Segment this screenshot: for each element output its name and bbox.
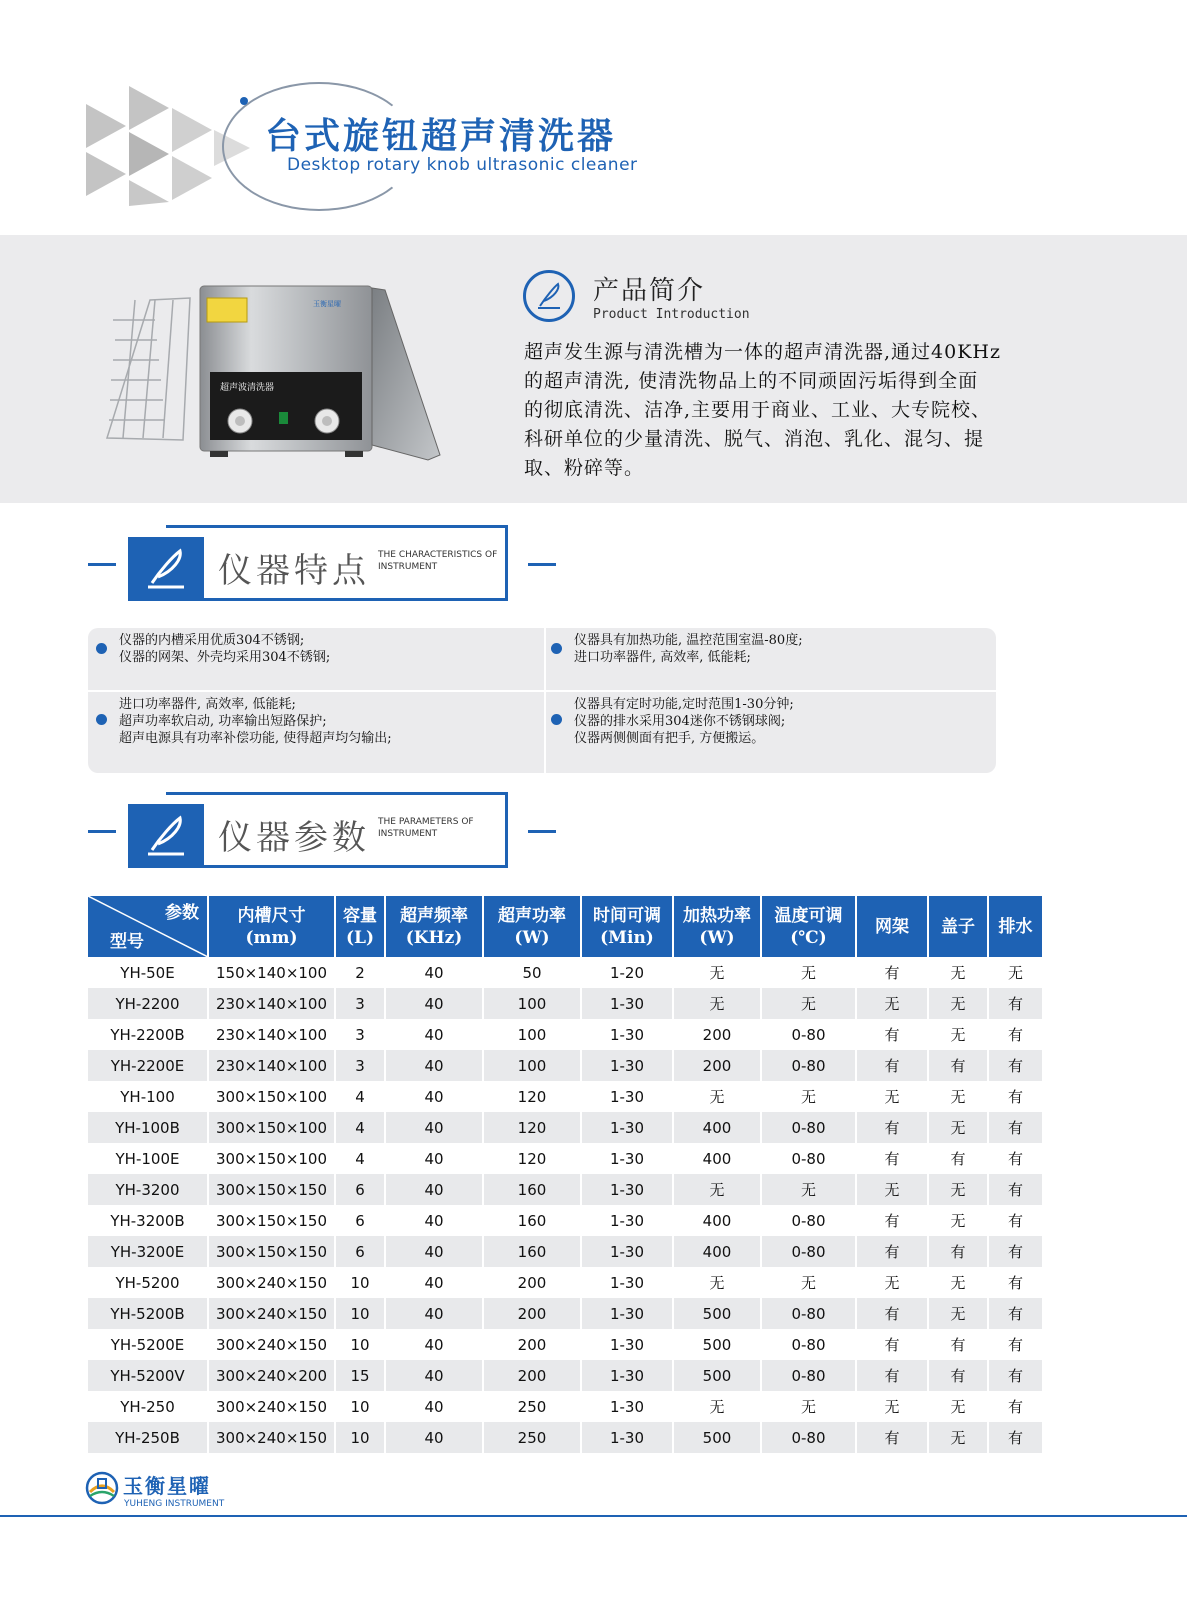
section-subtitle-line: THE CHARACTERISTICS OF bbox=[378, 550, 498, 560]
features-section-header bbox=[88, 525, 558, 605]
table-cell: 0-80 bbox=[761, 1329, 856, 1360]
table-cell: 3 bbox=[335, 1019, 385, 1050]
table-cell: 无 bbox=[928, 1298, 988, 1329]
feature-line: 仪器两侧侧面有把手, 方便搬运。 bbox=[574, 731, 765, 746]
column-header-label: 超声频率 bbox=[400, 905, 468, 926]
table-cell: 有 bbox=[988, 1019, 1042, 1050]
table-cell: 无 bbox=[928, 1112, 988, 1143]
table-row bbox=[88, 1081, 1042, 1112]
model-cell: YH-2200B bbox=[88, 1019, 208, 1050]
table-cell: 无 bbox=[673, 988, 761, 1019]
column-header bbox=[581, 896, 673, 957]
feature-line: 仪器具有加热功能, 温控范围室温-80度; bbox=[574, 633, 803, 648]
section-subtitle-line: INSTRUMENT bbox=[378, 829, 438, 839]
divider bbox=[88, 830, 116, 833]
model-cell: YH-2200E bbox=[88, 1050, 208, 1081]
table-cell: 40 bbox=[385, 1422, 483, 1453]
corner-header-top: 参数 bbox=[165, 903, 199, 923]
table-cell: 无 bbox=[928, 1019, 988, 1050]
table-cell: 40 bbox=[385, 1050, 483, 1081]
table-cell: 0-80 bbox=[761, 1360, 856, 1391]
divider bbox=[544, 628, 546, 773]
table-cell: 有 bbox=[856, 1143, 928, 1174]
table-row bbox=[88, 1422, 1042, 1453]
header-arc-dot bbox=[240, 97, 248, 105]
model-cell: YH-5200E bbox=[88, 1329, 208, 1360]
table-cell: 0-80 bbox=[761, 1422, 856, 1453]
table-cell: 40 bbox=[385, 1081, 483, 1112]
table-cell: 0-80 bbox=[761, 1236, 856, 1267]
table-cell: 4 bbox=[335, 1112, 385, 1143]
table-cell: 无 bbox=[673, 1081, 761, 1112]
table-cell: 40 bbox=[385, 1298, 483, 1329]
model-cell: YH-100 bbox=[88, 1081, 208, 1112]
table-cell: 有 bbox=[988, 1391, 1042, 1422]
column-header-label: 盖子 bbox=[941, 916, 975, 937]
feature-item bbox=[119, 696, 392, 747]
table-cell: 160 bbox=[483, 1174, 581, 1205]
table-cell: 120 bbox=[483, 1112, 581, 1143]
table-row bbox=[88, 1019, 1042, 1050]
table-cell: 有 bbox=[856, 1112, 928, 1143]
table-cell: 3 bbox=[335, 1050, 385, 1081]
table-cell: 10 bbox=[335, 1267, 385, 1298]
column-header-label: 内槽尺寸 bbox=[237, 905, 306, 926]
table-cell: 0-80 bbox=[761, 1019, 856, 1050]
feature-line: 进口功率器件, 高效率, 低能耗; bbox=[119, 697, 296, 712]
feature-line: 仪器的内槽采用优质304不锈钢; bbox=[119, 633, 305, 648]
table-cell: 无 bbox=[761, 1267, 856, 1298]
table-cell: 0-80 bbox=[761, 1112, 856, 1143]
table-cell: 40 bbox=[385, 957, 483, 988]
table-cell: 120 bbox=[483, 1143, 581, 1174]
column-header-unit: (mm) bbox=[245, 927, 298, 948]
column-header-label: 加热功率 bbox=[683, 905, 751, 926]
section-subtitle-line: INSTRUMENT bbox=[378, 562, 438, 572]
model-cell: YH-5200 bbox=[88, 1267, 208, 1298]
table-cell: 300×240×150 bbox=[208, 1267, 335, 1298]
feature-item bbox=[574, 632, 803, 666]
table-cell: 50 bbox=[483, 957, 581, 988]
table-row bbox=[88, 1205, 1042, 1236]
table-cell: 无 bbox=[988, 957, 1042, 988]
intro-description bbox=[524, 338, 1059, 483]
table-cell: 300×150×100 bbox=[208, 1112, 335, 1143]
model-cell: YH-3200B bbox=[88, 1205, 208, 1236]
table-cell: 1-30 bbox=[581, 1019, 673, 1050]
table-cell: 40 bbox=[385, 1236, 483, 1267]
table-cell: 300×240×150 bbox=[208, 1298, 335, 1329]
corner-header-bottom: 型号 bbox=[110, 932, 144, 952]
table-cell: 有 bbox=[988, 1081, 1042, 1112]
table-cell: 无 bbox=[856, 1081, 928, 1112]
table-cell: 1-30 bbox=[581, 1050, 673, 1081]
table-cell: 300×150×100 bbox=[208, 1143, 335, 1174]
table-row bbox=[88, 1174, 1042, 1205]
feature-line: 仪器的网架、外壳均采用304不锈钢; bbox=[119, 650, 331, 665]
table-row bbox=[88, 988, 1042, 1019]
table-cell: 有 bbox=[988, 1267, 1042, 1298]
footer-brand-en: YUHENG INSTRUMENT bbox=[124, 1499, 225, 1509]
table-cell: 无 bbox=[856, 1391, 928, 1422]
page-title: 台式旋钮超声清洗器 bbox=[265, 115, 617, 157]
intro-logo-icon bbox=[523, 270, 575, 322]
table-cell: 有 bbox=[856, 957, 928, 988]
table-cell: 6 bbox=[335, 1205, 385, 1236]
column-header bbox=[761, 896, 856, 957]
table-cell: 无 bbox=[856, 1174, 928, 1205]
feature-line: 仪器具有定时功能,定时范围1-30分钟; bbox=[574, 697, 794, 712]
model-cell: YH-50E bbox=[88, 957, 208, 988]
bullet-icon bbox=[96, 643, 107, 654]
table-cell: 无 bbox=[928, 1174, 988, 1205]
table-cell: 有 bbox=[988, 1143, 1042, 1174]
table-cell: 150×140×100 bbox=[208, 957, 335, 988]
table-cell: 2 bbox=[335, 957, 385, 988]
table-cell: 500 bbox=[673, 1422, 761, 1453]
table-cell: 有 bbox=[988, 1298, 1042, 1329]
column-header-unit: (W) bbox=[514, 927, 550, 948]
table-cell: 无 bbox=[673, 1391, 761, 1422]
table-cell: 有 bbox=[988, 1174, 1042, 1205]
divider bbox=[528, 830, 556, 833]
model-cell: YH-100B bbox=[88, 1112, 208, 1143]
feature-line: 仪器的排水采用304迷你不锈钢球阀; bbox=[574, 714, 786, 729]
table-cell: 160 bbox=[483, 1205, 581, 1236]
table-row bbox=[88, 1298, 1042, 1329]
feature-item bbox=[119, 632, 330, 666]
table-cell: 100 bbox=[483, 988, 581, 1019]
table-cell: 500 bbox=[673, 1360, 761, 1391]
table-cell: 40 bbox=[385, 1143, 483, 1174]
section-subtitle bbox=[378, 549, 508, 573]
table-cell: 250 bbox=[483, 1391, 581, 1422]
table-cell: 6 bbox=[335, 1236, 385, 1267]
table-cell: 有 bbox=[988, 1329, 1042, 1360]
section-icon-box bbox=[128, 804, 204, 868]
table-row bbox=[88, 1112, 1042, 1143]
table-cell: 40 bbox=[385, 1112, 483, 1143]
column-header-label: 温度可调 bbox=[774, 905, 843, 926]
table-row bbox=[88, 1143, 1042, 1174]
table-cell: 无 bbox=[928, 1391, 988, 1422]
intro-subtitle: Product Introduction bbox=[593, 307, 750, 322]
column-header-unit: (℃) bbox=[790, 927, 827, 948]
table-cell: 10 bbox=[335, 1298, 385, 1329]
device-brand: 玉衡星曜 bbox=[313, 300, 341, 308]
table-cell: 40 bbox=[385, 1329, 483, 1360]
section-subtitle-line: THE PARAMETERS OF bbox=[378, 817, 474, 827]
table-row bbox=[88, 1391, 1042, 1422]
table-cell: 15 bbox=[335, 1360, 385, 1391]
table-cell: 400 bbox=[673, 1112, 761, 1143]
footer-brand: 玉衡星曜 bbox=[123, 1474, 211, 1498]
table-cell: 500 bbox=[673, 1329, 761, 1360]
table-cell: 无 bbox=[761, 988, 856, 1019]
table-cell: 有 bbox=[856, 1298, 928, 1329]
table-cell: 有 bbox=[856, 1019, 928, 1050]
table-cell: 40 bbox=[385, 1205, 483, 1236]
table-cell: 0-80 bbox=[761, 1143, 856, 1174]
table-cell: 1-30 bbox=[581, 1112, 673, 1143]
table-cell: 0-80 bbox=[761, 1050, 856, 1081]
footer-line bbox=[0, 1515, 1187, 1517]
table-cell: 250 bbox=[483, 1422, 581, 1453]
column-header-label: 时间可调 bbox=[593, 905, 661, 926]
table-cell: 0-80 bbox=[761, 1298, 856, 1329]
model-cell: YH-3200E bbox=[88, 1236, 208, 1267]
table-cell: 有 bbox=[856, 1050, 928, 1081]
table-cell: 400 bbox=[673, 1143, 761, 1174]
table-cell: 40 bbox=[385, 1174, 483, 1205]
column-header-label: 容量 bbox=[343, 905, 377, 926]
table-cell: 无 bbox=[928, 1267, 988, 1298]
column-header bbox=[208, 896, 335, 957]
table-cell: 300×240×150 bbox=[208, 1329, 335, 1360]
table-row bbox=[88, 1360, 1042, 1391]
table-cell: 1-30 bbox=[581, 1391, 673, 1422]
intro-line: 科研单位的少量清洗、脱气、消泡、乳化、混匀、提 bbox=[524, 428, 985, 450]
table-cell: 无 bbox=[761, 1081, 856, 1112]
table-cell: 230×140×100 bbox=[208, 988, 335, 1019]
bullet-icon bbox=[96, 714, 107, 725]
table-cell: 100 bbox=[483, 1019, 581, 1050]
intro-line: 取、粉碎等。 bbox=[524, 457, 645, 479]
table-cell: 无 bbox=[928, 1422, 988, 1453]
table-cell: 400 bbox=[673, 1205, 761, 1236]
table-cell: 10 bbox=[335, 1422, 385, 1453]
column-header bbox=[483, 896, 581, 957]
column-header bbox=[335, 896, 385, 957]
table-cell: 200 bbox=[483, 1267, 581, 1298]
table-cell: 1-30 bbox=[581, 1329, 673, 1360]
table-cell: 3 bbox=[335, 988, 385, 1019]
table-cell: 500 bbox=[673, 1298, 761, 1329]
bullet-icon bbox=[551, 643, 562, 654]
table-cell: 有 bbox=[988, 1050, 1042, 1081]
intro-title: 产品简介 bbox=[593, 276, 706, 306]
corner-header-cell bbox=[88, 896, 208, 957]
table-cell: 1-30 bbox=[581, 1360, 673, 1391]
table-cell: 200 bbox=[673, 1050, 761, 1081]
table-cell: 1-30 bbox=[581, 1267, 673, 1298]
page-subtitle: Desktop rotary knob ultrasonic cleaner bbox=[287, 155, 638, 175]
model-cell: YH-100E bbox=[88, 1143, 208, 1174]
table-cell: 1-20 bbox=[581, 957, 673, 988]
table-row bbox=[88, 1329, 1042, 1360]
table-cell: 有 bbox=[856, 1422, 928, 1453]
intro-line: 的彻底清洗、洁净,主要用于商业、工业、大专院校、 bbox=[524, 399, 992, 421]
table-cell: 230×140×100 bbox=[208, 1050, 335, 1081]
table-cell: 无 bbox=[761, 957, 856, 988]
table-cell: 有 bbox=[928, 1236, 988, 1267]
section-title: 仪器特点 bbox=[218, 551, 370, 591]
section-icon-box bbox=[128, 537, 204, 601]
table-cell: 无 bbox=[673, 957, 761, 988]
table-cell: 300×150×150 bbox=[208, 1236, 335, 1267]
table-cell: 1-30 bbox=[581, 988, 673, 1019]
table-cell: 有 bbox=[988, 988, 1042, 1019]
table-cell: 无 bbox=[928, 988, 988, 1019]
column-header-label: 排水 bbox=[998, 916, 1033, 937]
table-cell: 40 bbox=[385, 1360, 483, 1391]
table-cell: 有 bbox=[856, 1236, 928, 1267]
table-cell: 有 bbox=[928, 1360, 988, 1391]
table-cell: 200 bbox=[483, 1360, 581, 1391]
quill-icon bbox=[140, 543, 192, 595]
table-cell: 有 bbox=[988, 1236, 1042, 1267]
section-title: 仪器参数 bbox=[218, 818, 370, 858]
table-cell: 40 bbox=[385, 1391, 483, 1422]
table-cell: 无 bbox=[928, 1205, 988, 1236]
table-row bbox=[88, 1050, 1042, 1081]
table-cell: 无 bbox=[761, 1391, 856, 1422]
feature-line: 超声功率软启动, 功率输出短路保护; bbox=[119, 714, 327, 729]
table-cell: 160 bbox=[483, 1236, 581, 1267]
table-row bbox=[88, 957, 1042, 988]
column-header bbox=[928, 896, 988, 957]
table-cell: 无 bbox=[928, 1081, 988, 1112]
column-header-unit: (Min) bbox=[600, 927, 654, 948]
table-cell: 1-30 bbox=[581, 1081, 673, 1112]
table-cell: 6 bbox=[335, 1174, 385, 1205]
divider bbox=[88, 563, 116, 566]
table-cell: 4 bbox=[335, 1143, 385, 1174]
table-cell: 1-30 bbox=[581, 1143, 673, 1174]
table-cell: 400 bbox=[673, 1236, 761, 1267]
column-header bbox=[385, 896, 483, 957]
table-cell: 有 bbox=[856, 1329, 928, 1360]
table-cell: 无 bbox=[928, 957, 988, 988]
table-header-row bbox=[88, 896, 1042, 957]
table-cell: 有 bbox=[856, 1205, 928, 1236]
column-header bbox=[856, 896, 928, 957]
table-cell: 1-30 bbox=[581, 1298, 673, 1329]
bullet-icon bbox=[551, 714, 562, 725]
table-cell: 有 bbox=[988, 1422, 1042, 1453]
table-cell: 1-30 bbox=[581, 1422, 673, 1453]
divider bbox=[88, 690, 996, 692]
params-section-header bbox=[88, 792, 558, 872]
table-cell: 无 bbox=[673, 1267, 761, 1298]
brand-logo-icon bbox=[84, 1470, 120, 1506]
table-cell: 200 bbox=[673, 1019, 761, 1050]
table-cell: 10 bbox=[335, 1329, 385, 1360]
model-cell: YH-5200V bbox=[88, 1360, 208, 1391]
table-cell: 无 bbox=[856, 988, 928, 1019]
features-panel bbox=[88, 628, 996, 773]
table-cell: 4 bbox=[335, 1081, 385, 1112]
table-cell: 300×150×100 bbox=[208, 1081, 335, 1112]
table-cell: 300×150×150 bbox=[208, 1205, 335, 1236]
parameters-table bbox=[88, 896, 1042, 1453]
device-panel-label: 超声波清洗器 bbox=[220, 383, 275, 393]
table-cell: 有 bbox=[856, 1360, 928, 1391]
intro-line: 超声发生源与清洗槽为一体的超声清洗器,通过40KHz bbox=[524, 341, 1001, 363]
table-cell: 有 bbox=[988, 1205, 1042, 1236]
column-header-label: 超声功率 bbox=[498, 905, 566, 926]
table-cell: 40 bbox=[385, 1267, 483, 1298]
column-header-unit: (KHz) bbox=[405, 927, 463, 948]
table-cell: 300×240×150 bbox=[208, 1422, 335, 1453]
model-cell: YH-3200 bbox=[88, 1174, 208, 1205]
table-cell: 300×240×200 bbox=[208, 1360, 335, 1391]
column-header-label: 网架 bbox=[875, 916, 909, 937]
model-cell: YH-250 bbox=[88, 1391, 208, 1422]
intro-line: 的超声清洗, 使清洗物品上的不同顽固污垢得到全面 bbox=[524, 370, 979, 392]
table-cell: 40 bbox=[385, 988, 483, 1019]
table-cell: 有 bbox=[928, 1329, 988, 1360]
column-header bbox=[988, 896, 1042, 957]
table-cell: 无 bbox=[856, 1267, 928, 1298]
table-cell: 300×150×150 bbox=[208, 1174, 335, 1205]
table-row bbox=[88, 1267, 1042, 1298]
table-cell: 无 bbox=[761, 1174, 856, 1205]
table-cell: 230×140×100 bbox=[208, 1019, 335, 1050]
table-row bbox=[88, 1236, 1042, 1267]
table-cell: 10 bbox=[335, 1391, 385, 1422]
column-header-unit: (L) bbox=[345, 927, 375, 948]
table-cell: 200 bbox=[483, 1298, 581, 1329]
quill-icon bbox=[140, 810, 192, 862]
model-cell: YH-5200B bbox=[88, 1298, 208, 1329]
table-body bbox=[88, 957, 1042, 1453]
section-subtitle bbox=[378, 816, 508, 840]
table-cell: 120 bbox=[483, 1081, 581, 1112]
column-header bbox=[673, 896, 761, 957]
table-cell: 1-30 bbox=[581, 1205, 673, 1236]
table-cell: 0-80 bbox=[761, 1205, 856, 1236]
table-cell: 有 bbox=[928, 1050, 988, 1081]
feature-line: 超声电源具有功率补偿功能, 使得超声均匀输出; bbox=[119, 731, 392, 746]
feature-item bbox=[574, 696, 794, 747]
table-cell: 40 bbox=[385, 1019, 483, 1050]
model-cell: YH-2200 bbox=[88, 988, 208, 1019]
feature-line: 进口功率器件, 高效率, 低能耗; bbox=[574, 650, 751, 665]
table-cell: 1-30 bbox=[581, 1174, 673, 1205]
table-cell: 有 bbox=[928, 1143, 988, 1174]
table-cell: 无 bbox=[673, 1174, 761, 1205]
table-cell: 300×240×150 bbox=[208, 1391, 335, 1422]
model-cell: YH-250B bbox=[88, 1422, 208, 1453]
divider bbox=[528, 563, 556, 566]
table-cell: 有 bbox=[988, 1360, 1042, 1391]
table-cell: 200 bbox=[483, 1329, 581, 1360]
product-image bbox=[95, 280, 450, 480]
column-header-unit: (W) bbox=[699, 927, 735, 948]
table-cell: 1-30 bbox=[581, 1236, 673, 1267]
table-cell: 100 bbox=[483, 1050, 581, 1081]
table-cell: 有 bbox=[988, 1112, 1042, 1143]
